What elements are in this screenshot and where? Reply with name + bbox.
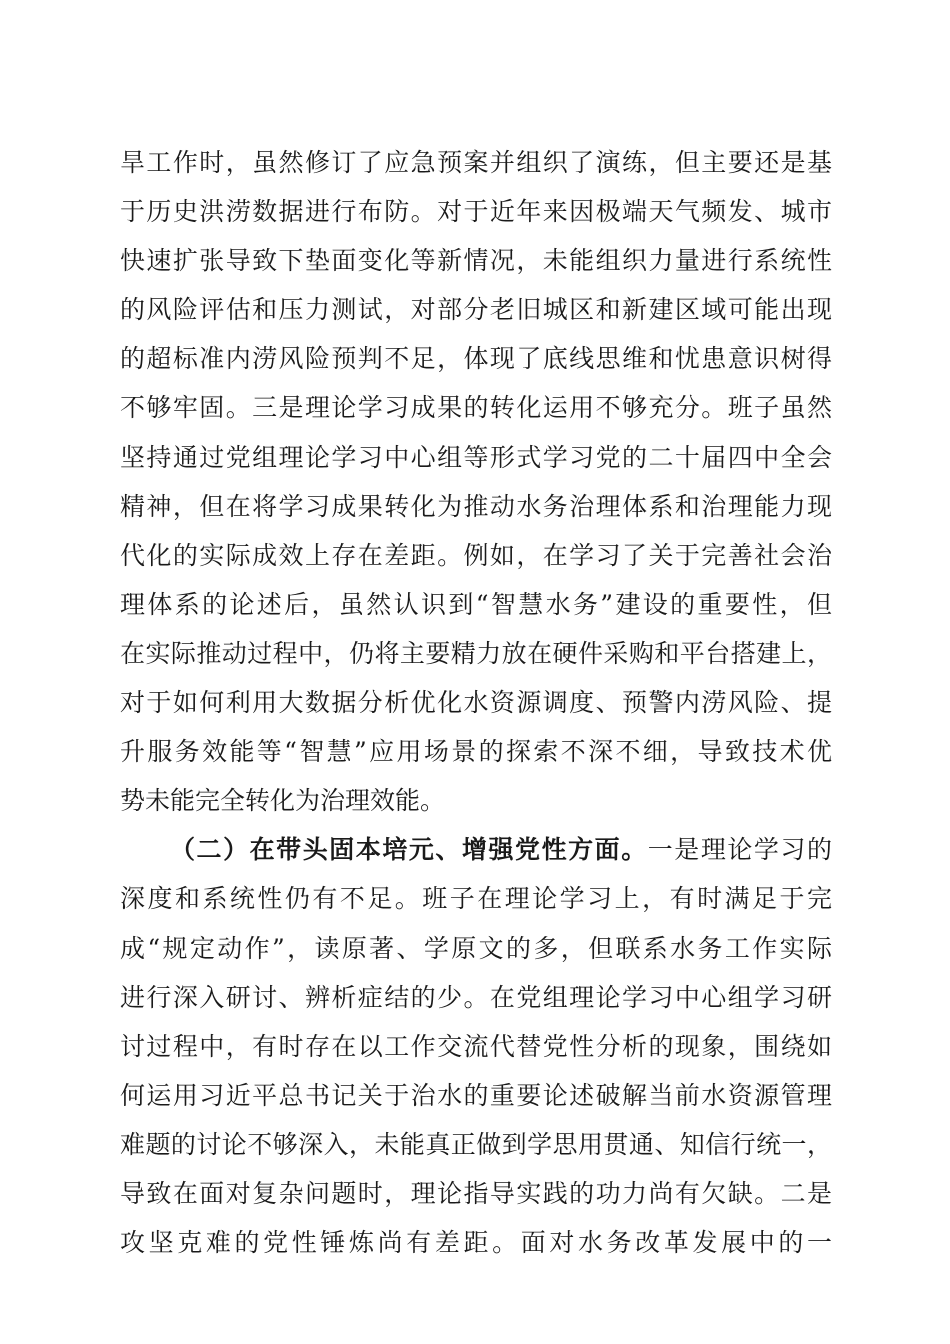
paragraph1-line-13: 升服务效能等“智慧”应用场景的探索不深不细，导致技术优 [120,737,832,767]
paragraph1-line-8: 精神，但在将学习成果转化为推动水务治理体系和治理能力现 [120,491,832,521]
paragraph1-line-5: 的超标准内涝风险预判不足，体现了底线思维和忧患意识树得 [120,344,832,374]
paragraph1-line-10: 理体系的论述后，虽然认识到“智慧水务”建设的重要性，但 [120,589,832,619]
paragraph2-first-line [120,825,832,874]
paragraph2-line-2: 深度和系统性仍有不足。班子在理论学习上，有时满足于完 [120,884,832,914]
section-heading: （二）在带头固本培元、增强党性方面。 [170,835,648,865]
paragraph1-line-2: 于历史洪涝数据进行布防。对于近年来因极端天气频发、城市 [120,197,832,227]
paragraph1-line-9: 代化的实际成效上存在差距。例如，在学习了关于完善社会治 [120,540,832,570]
paragraph2-line-3: 成“规定动作”，读原著、学原文的多，但联系水务工作实际 [120,933,832,963]
paragraph2-line-6: 何运用习近平总书记关于治水的重要论述破解当前水资源管理 [120,1080,832,1110]
paragraph1-line-12: 对于如何利用大数据分析优化水资源调度、预警内涝风险、提 [120,688,832,718]
paragraph2-line-9: 攻坚克难的党性锤炼尚有差距。面对水务改革发展中的一 [120,1228,832,1258]
paragraph2-line-7: 难题的讨论不够深入，未能真正做到学思用贯通、知信行统一， [120,1129,832,1159]
paragraph1-line-3: 快速扩张导致下垫面变化等新情况，未能组织力量进行系统性 [120,246,832,276]
paragraph1-line-11: 在实际推动过程中，仍将主要精力放在硬件采购和平台搭建上， [120,638,832,668]
paragraph1-line-1: 旱工作时，虽然修订了应急预案并组织了演练，但主要还是基 [120,148,832,177]
paragraph2-line-4: 进行深入研讨、辨析症结的少。在党组理论学习中心组学习研 [120,982,832,1012]
paragraph1-line-6: 不够牢固。三是理论学习成果的转化运用不够充分。班子虽然 [120,393,832,423]
paragraph2-line-8: 导致在面对复杂问题时，理论指导实践的功力尚有欠缺。二是 [120,1178,832,1208]
paragraph1-line-7: 坚持通过党组理论学习中心组等形式学习党的二十届四中全会 [120,442,832,472]
paragraph2-line-5: 讨过程中，有时存在以工作交流代替党性分析的现象，围绕如 [120,1031,832,1061]
body-text [120,138,832,1267]
paragraph1-line-4: 的风险评估和压力测试，对部分老旧城区和新建区域可能出现 [120,295,832,325]
paragraph2-first-line-text: 一是理论学习的 [647,835,832,865]
paragraph1-line-14: 势未能完全转化为治理效能。 [120,786,446,816]
